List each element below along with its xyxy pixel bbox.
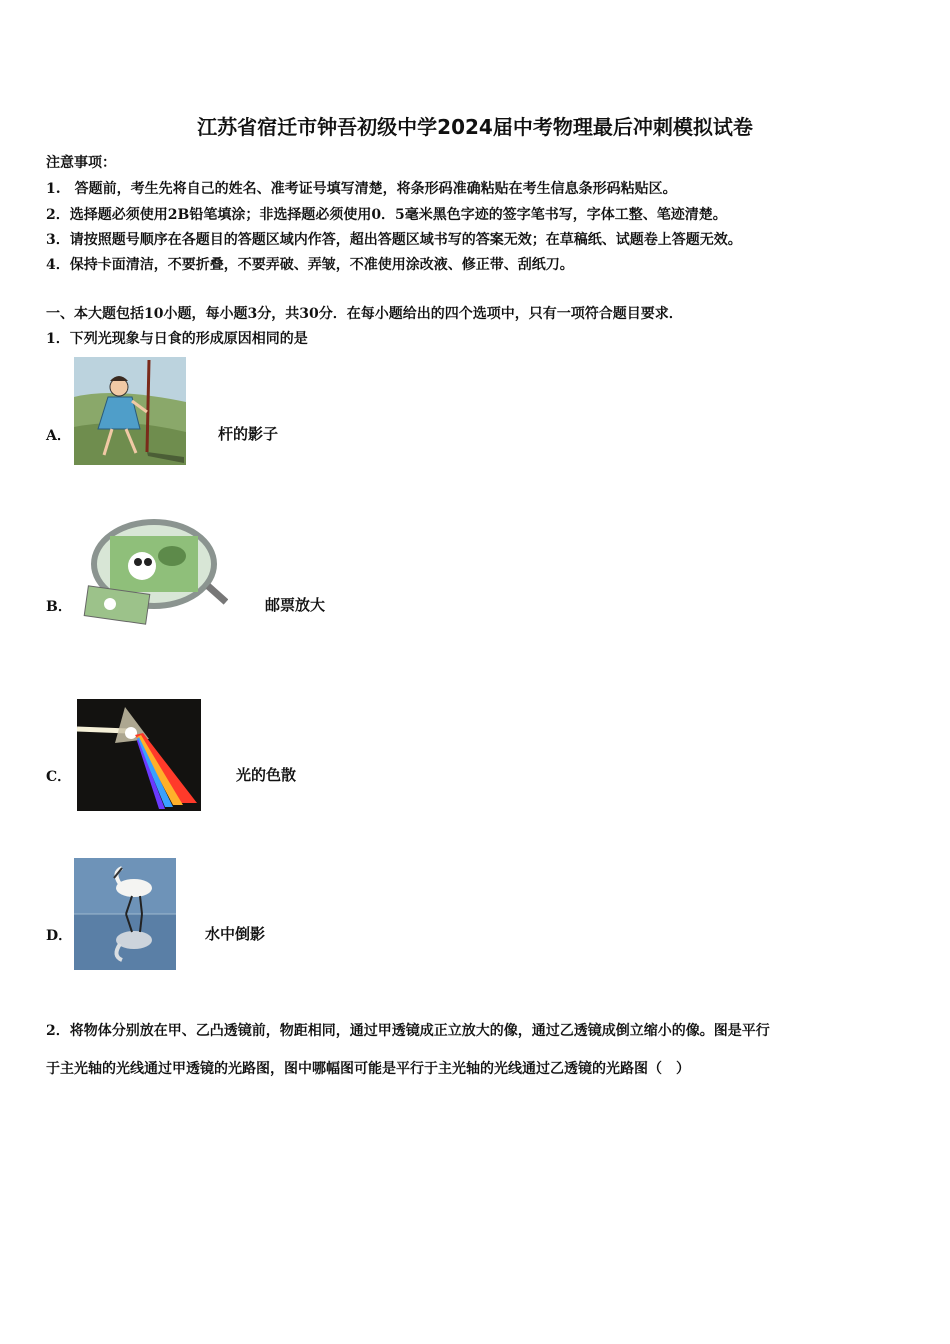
notice-item-2: 2．选择题必须使用2B铅笔填涂；非选择题必须使用0．5毫米黑色字迹的签字笔书写，字体工整、笔迹清楚。: [46, 207, 727, 223]
exam-title: 江苏省宿迁市钟吾初级中学2024届中考物理最后冲刺模拟试卷: [197, 115, 753, 139]
option-d-label: D．: [46, 928, 73, 944]
notice-item-1: 1. 答题前，考生先将自己的姓名、准考证号填写清楚，将条形码准确粘贴在考生信息条形码粘贴区。: [46, 181, 677, 197]
section-one-heading: 一、本大题包括10小题，每小题3分，共30分．在每小题给出的四个选项中，只有一项符合题目要求．: [46, 306, 683, 322]
option-a-text: 杆的影子: [218, 425, 279, 443]
prism-dispersion-image: [77, 699, 201, 811]
option-a-label: A．: [46, 428, 71, 444]
option-c-label: C．: [46, 769, 72, 785]
notice-item-4: 4．保持卡面清洁，不要折叠，不要弄破、弄皱，不准使用涂改液、修正带、刮纸刀。: [46, 257, 574, 273]
girl-pole-shadow-image: [74, 357, 186, 465]
question-1-stem: 1．下列光现象与日食的形成原因相同的是: [46, 331, 308, 347]
option-c-text: 光的色散: [236, 766, 297, 784]
option-b-label: B．: [46, 599, 72, 615]
option-d-text: 水中倒影: [205, 925, 266, 943]
option-b-text: 邮票放大: [265, 596, 326, 614]
magnifier-stamp-image: [80, 514, 228, 630]
notice-item-3: 3．请按照题号顺序在各题目的答题区域内作答，超出答题区域书写的答案无效；在草稿纸、试题卷上答题无效。: [46, 232, 742, 248]
question-2-line-2: 于主光轴的光线通过甲透镜的光路图，图中哪幅图可能是平行于主光轴的光线通过乙透镜的光路图（ ）: [46, 1061, 690, 1077]
question-2-line-1: 2．将物体分别放在甲、乙凸透镜前，物距相同，通过甲透镜成正立放大的像，通过乙透镜成倒立缩小的像。图是平行: [46, 1023, 770, 1039]
notice-heading: 注意事项：: [46, 155, 116, 171]
egret-reflection-image: [74, 858, 176, 970]
